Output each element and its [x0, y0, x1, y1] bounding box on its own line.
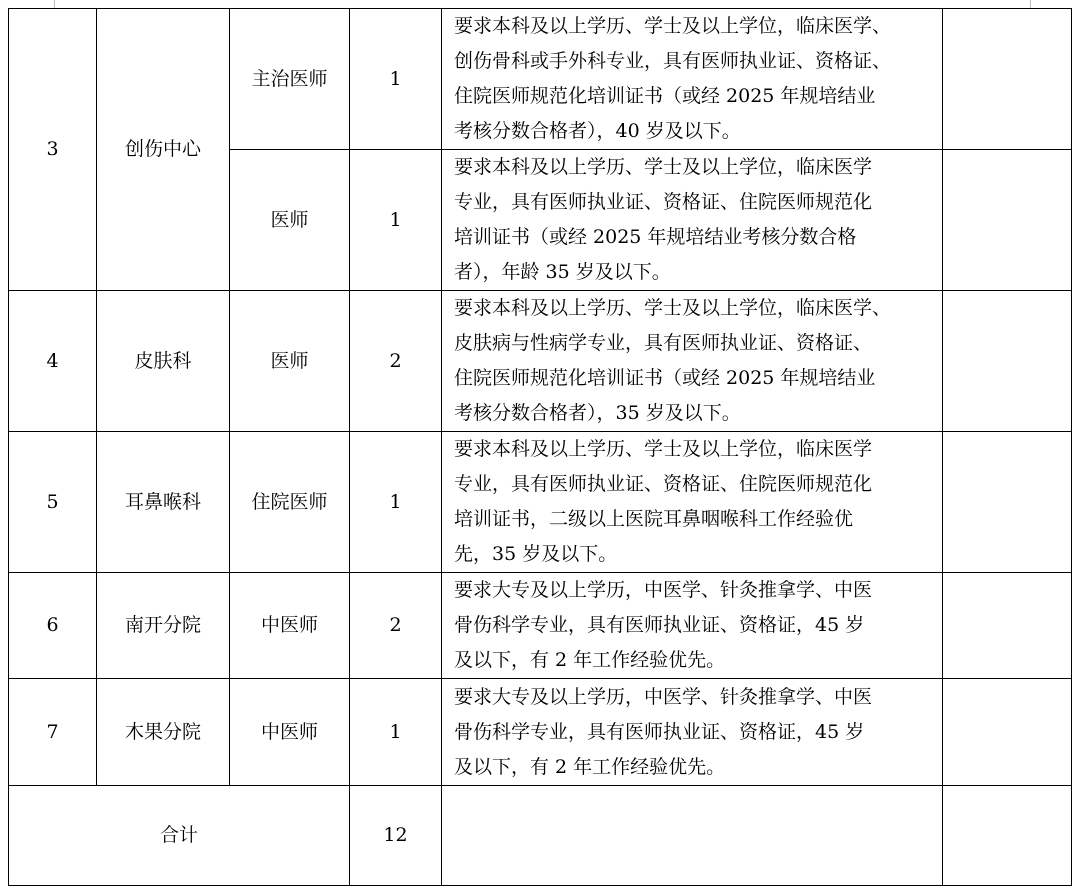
table-row	[9, 291, 1072, 432]
remarks-cell	[943, 432, 1072, 573]
requirement-text	[442, 573, 943, 679]
requirement-text	[442, 9, 943, 150]
requirement-text	[442, 291, 943, 432]
total-label: 合计	[9, 786, 350, 886]
requirement-line: 培训证书，二级以上医院耳鼻咽喉科工作经验优	[454, 508, 854, 530]
position-title: 主治医师	[230, 9, 350, 150]
requirement-line: 先，35 岁及以下。	[454, 543, 618, 565]
table-row	[9, 9, 1072, 150]
row-number: 7	[9, 679, 97, 786]
remarks-cell	[943, 679, 1072, 786]
row-number: 5	[9, 432, 97, 573]
table-row	[9, 432, 1072, 573]
requirement-line: 骨伤科学专业，具有医师执业证、资格证，45 岁	[454, 720, 865, 743]
department: 皮肤科	[97, 291, 230, 432]
position-title: 医师	[230, 291, 350, 432]
requirement-line: 专业，具有医师执业证、资格证、住院医师规范化	[454, 191, 873, 213]
position-count: 2	[350, 573, 442, 679]
requirement-text	[442, 150, 943, 291]
remarks-cell	[943, 150, 1072, 291]
requirement-line: 骨伤科学专业，具有医师执业证、资格证，45 岁	[454, 614, 865, 636]
position-title: 中医师	[230, 573, 350, 679]
requirement-line: 住院医师规范化培训证书（或经 2025 年规培结业	[454, 85, 876, 107]
total-row	[9, 786, 1072, 886]
margin-mark	[54, 0, 55, 8]
requirement-line: 培训证书（或经 2025 年规培结业考核分数合格	[454, 226, 857, 248]
remarks-cell	[943, 291, 1072, 432]
position-title: 住院医师	[230, 432, 350, 573]
requirement-line: 专业，具有医师执业证、资格证、住院医师规范化	[454, 473, 873, 495]
requirement-line: 考核分数合格者），35 岁及以下。	[454, 402, 741, 424]
table-row	[9, 573, 1072, 679]
requirement-line: 皮肤病与性病学专业，具有医师执业证、资格证、	[454, 332, 873, 354]
position-count: 2	[350, 291, 442, 432]
position-title: 医师	[230, 150, 350, 291]
department: 耳鼻喉科	[97, 432, 230, 573]
requirement-line: 及以下，有 2 年工作经验优先。	[454, 649, 726, 671]
position-count: 1	[350, 9, 442, 150]
position-count: 1	[350, 679, 442, 786]
requirement-text	[442, 679, 943, 786]
row-number: 6	[9, 573, 97, 679]
requirement-text	[442, 432, 943, 573]
requirement-line: 要求大专及以上学历，中医学、针灸推拿学、中医	[454, 685, 873, 708]
total-requirement-cell	[442, 786, 943, 886]
remarks-cell	[943, 9, 1072, 150]
remarks-cell	[943, 786, 1072, 886]
requirement-line: 要求本科及以上学历、学士及以上学位，临床医学	[454, 156, 873, 178]
position-count: 1	[350, 432, 442, 573]
department: 木果分院	[97, 679, 230, 786]
requirement-line: 创伤骨科或手外科专业，具有医师执业证、资格证、	[454, 50, 892, 72]
requirement-line: 要求本科及以上学历、学士及以上学位，临床医学	[454, 438, 873, 460]
requirement-line: 住院医师规范化培训证书（或经 2025 年规培结业	[454, 367, 876, 389]
table-row	[9, 679, 1072, 786]
requirement-line: 及以下，有 2 年工作经验优先。	[454, 755, 726, 778]
row-number: 4	[9, 291, 97, 432]
requirement-line: 考核分数合格者），40 岁及以下。	[454, 120, 741, 142]
department: 创伤中心	[97, 9, 230, 291]
margin-mark	[1030, 0, 1031, 8]
recruitment-table	[8, 8, 1072, 886]
requirement-line: 要求本科及以上学历、学士及以上学位，临床医学、	[454, 297, 892, 319]
requirement-line: 要求本科及以上学历、学士及以上学位，临床医学、	[454, 15, 892, 37]
requirement-line: 者），年龄 35 岁及以下。	[454, 261, 671, 283]
remarks-cell	[943, 573, 1072, 679]
requirement-line: 要求大专及以上学历，中医学、针灸推拿学、中医	[454, 579, 873, 601]
total-count: 12	[350, 786, 442, 886]
department: 南开分院	[97, 573, 230, 679]
position-count: 1	[350, 150, 442, 291]
position-title: 中医师	[230, 679, 350, 786]
row-number: 3	[9, 9, 97, 291]
